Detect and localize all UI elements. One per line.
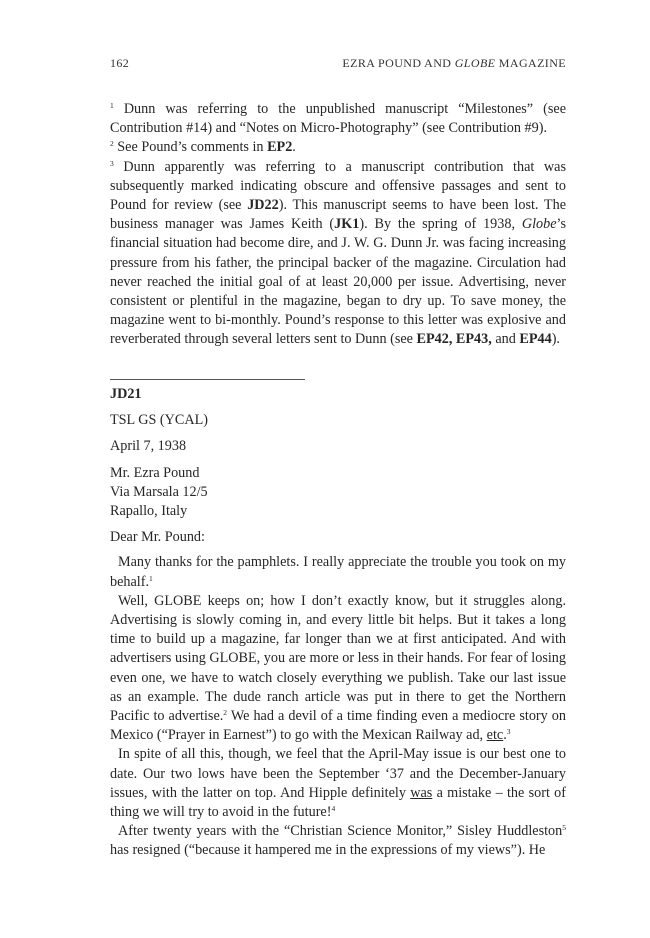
note-1: $^1$ Dunn was referring to the unpublished manuscript “Milestones” (see Contribution #14) and “Notes on Micro-Photography” (see Contribution #9).: [110, 101, 566, 137]
letter-id: JD21: [110, 386, 142, 402]
letter-paragraph-1: Many thanks for the pamphlets. I really appreciate the trouble you took on my behalf.$^1$: [110, 554, 566, 590]
address-line: Rapallo, Italy: [110, 503, 188, 520]
letter-date: April 7, 1938: [110, 438, 187, 455]
letter-paragraph-2: Well, GLOBE keeps on; how I don’t exactly know, but it struggles along. Advertising is slowly coming in, and every little bit helps. But it takes a long time to build up a magazine, far longer than we at first anticipated. And with advertisers using GLOBE, you are more or less in their hands. For fear of losing even one, we have to watch closely everything we publish. Take our last issue as an example. The dude ranch article was put in there to get the Northern Pacific to advertise.$^2$ We had a devil of a time finding even a mediocre story on Mexico (“Prayer in Earnest”) to go with the Mexican Railway ad, etc.$^3$: [110, 592, 566, 744]
cross-reference: JD22: [247, 197, 279, 214]
letter-paragraph-3: In spite of all this, though, we feel that the April-May issue is our best one to date. Our two lows have been the September ‘37 and the December-January issues, with the latter on top. And Hipple definitely was a mistake – the sort of thing we will try to avoid in the future!$^4$: [110, 746, 566, 821]
cross-reference: EP42, EP43,: [416, 331, 492, 348]
section-divider: [110, 379, 305, 380]
endnotes: [110, 100, 566, 350]
letter-paragraph-4: After twenty years with the “Christian Science Monitor,” Sisley Huddleston$^5$ has resigned (“because it hampered me in the expressions of my views”). He: [110, 823, 566, 859]
letter-source: TSL GS (YCAL): [110, 412, 208, 429]
note-3: $^3$ Dunn apparently was referring to a manuscript contribution that was subsequently marked indicating obscure and offensive passages and sent to Pound for review (see JD22). This manuscript seems to have been lost. The business manager was James Keith (JK1). By the spring of 1938, Globe’s financial situation had become dire, and J. W. G. Dunn Jr. was facing increasing pressure from his father, the principal backer of the magazine. Circulation had never reached the initial goal of at least 20,000 per issue. Advertising, never consistent or plentiful in the magazine, began to dry up. To save money, the magazine went to bi-monthly. Pound’s response to this letter was explosive and reverberated through several letters sent to Dunn (see EP42, EP43, and EP44).: [110, 158, 567, 348]
letter-jd21: [110, 385, 566, 861]
letter-address: [110, 464, 566, 522]
running-title: EZRA POUND AND GLOBE MAGAZINE: [342, 56, 566, 70]
address-line: Via Marsala 12/5: [110, 483, 208, 500]
cross-reference: EP44: [519, 331, 552, 348]
salutation: Dear Mr. Pound:: [110, 529, 205, 546]
address-line: Mr. Ezra Pound: [110, 464, 200, 481]
cross-reference: JK1: [334, 216, 360, 233]
page-number: 162: [110, 56, 130, 70]
note-2: $^2$ See Pound’s comments in EP2.: [110, 139, 296, 156]
cross-reference: EP2: [267, 139, 293, 156]
